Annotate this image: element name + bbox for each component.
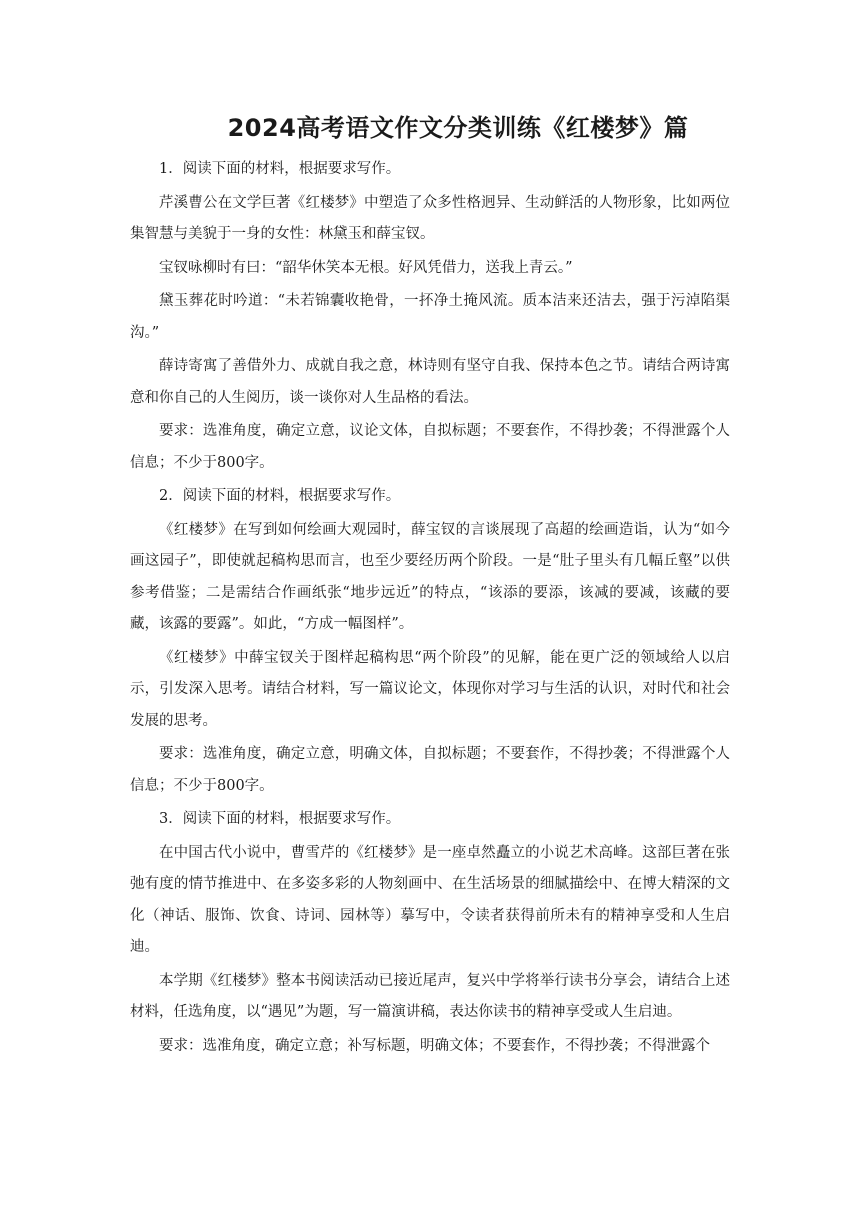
question-2-prompt: 《红楼梦》中薛宝钗关于图样起稿构思“两个阶段”的见解，能在更广泛的领域给人以启示，引发深入思考。请结合材料，写一篇议论文，体现你对学习与生活的认识，对时代和社会发展的思考。: [130, 649, 730, 729]
question-2-requirements: 要求：选准角度，确定立意，明确文体，自拟标题；不要套作，不得抄袭；不得泄露个人信息；不少于800字。: [130, 746, 730, 794]
question-1-material: 芹溪曹公在文学巨著《红楼梦》中塑造了众多性格迥异、生动鲜活的人物形象，比如两位集智慧与美貌于一身的女性：林黛玉和薛宝钗。: [130, 194, 730, 242]
question-3-heading: 3．阅读下面的材料，根据要求写作。: [159, 811, 401, 827]
question-3-requirements: 要求：选准角度，确定立意；补写标题，明确文体；不要套作，不得抄袭；不得泄露个: [159, 1037, 710, 1054]
document-title: 2024高考语文作文分类训练《红楼梦》篇: [227, 114, 689, 142]
question-3-material: 在中国古代小说中，曹雪芹的《红楼梦》是一座卓然矗立的小说艺术高峰。这部巨著在张弛有度的情节推进中、在多姿多彩的人物刻画中、在生活场景的细腻描绘中、在博大精深的文化（神话、服饰、饮食、诗词、园林等）摹写中，令读者获得前所未有的精神享受和人生启迪。: [130, 844, 730, 955]
question-2-heading: 2．阅读下面的材料，根据要求写作。: [159, 488, 401, 504]
question-2-material: 《红楼梦》在写到如何绘画大观园时，薛宝钗的言谈展现了高超的绘画造诣，认为“如今画这园子”，即使就起稿构思而言，也至少要经历两个阶段。一是“肚子里头有几幅丘壑”以供参考借鉴；二是需结合作画纸张“地步远近”的特点，“该添的要添，该减的要减，该藏的要藏，该露的要露”。如此，“方成一幅图样”。: [130, 521, 730, 632]
question-3-prompt: 本学期《红楼梦》整本书阅读活动已接近尾声，复兴中学将举行读书分享会，请结合上述材料，任选角度，以“遇见”为题，写一篇演讲稿，表达你读书的精神享受或人生启迪。: [130, 972, 730, 1020]
question-1-heading: 1．阅读下面的材料，根据要求写作。: [159, 161, 401, 177]
question-1-prompt: 薛诗寄寓了善借外力、成就自我之意，林诗则有坚守自我、保持本色之节。请结合两诗寓意和你自己的人生阅历，谈一谈你对人生品格的看法。: [130, 358, 730, 406]
question-1-quote-daiyu: 黛玉葬花时吟道：“未若锦囊收艳骨，一抔净土掩风流。质本洁来还洁去，强于污淖陷渠沟。”: [130, 293, 730, 341]
question-1-requirements: 要求：选准角度，确定立意，议论文体，自拟标题；不要套作，不得抄袭；不得泄露个人信息；不少于800字。: [130, 423, 730, 471]
question-1-quote-baochai: 宝钗咏柳时有曰：“韶华休笑本无根。好风凭借力，送我上青云。”: [159, 259, 573, 276]
